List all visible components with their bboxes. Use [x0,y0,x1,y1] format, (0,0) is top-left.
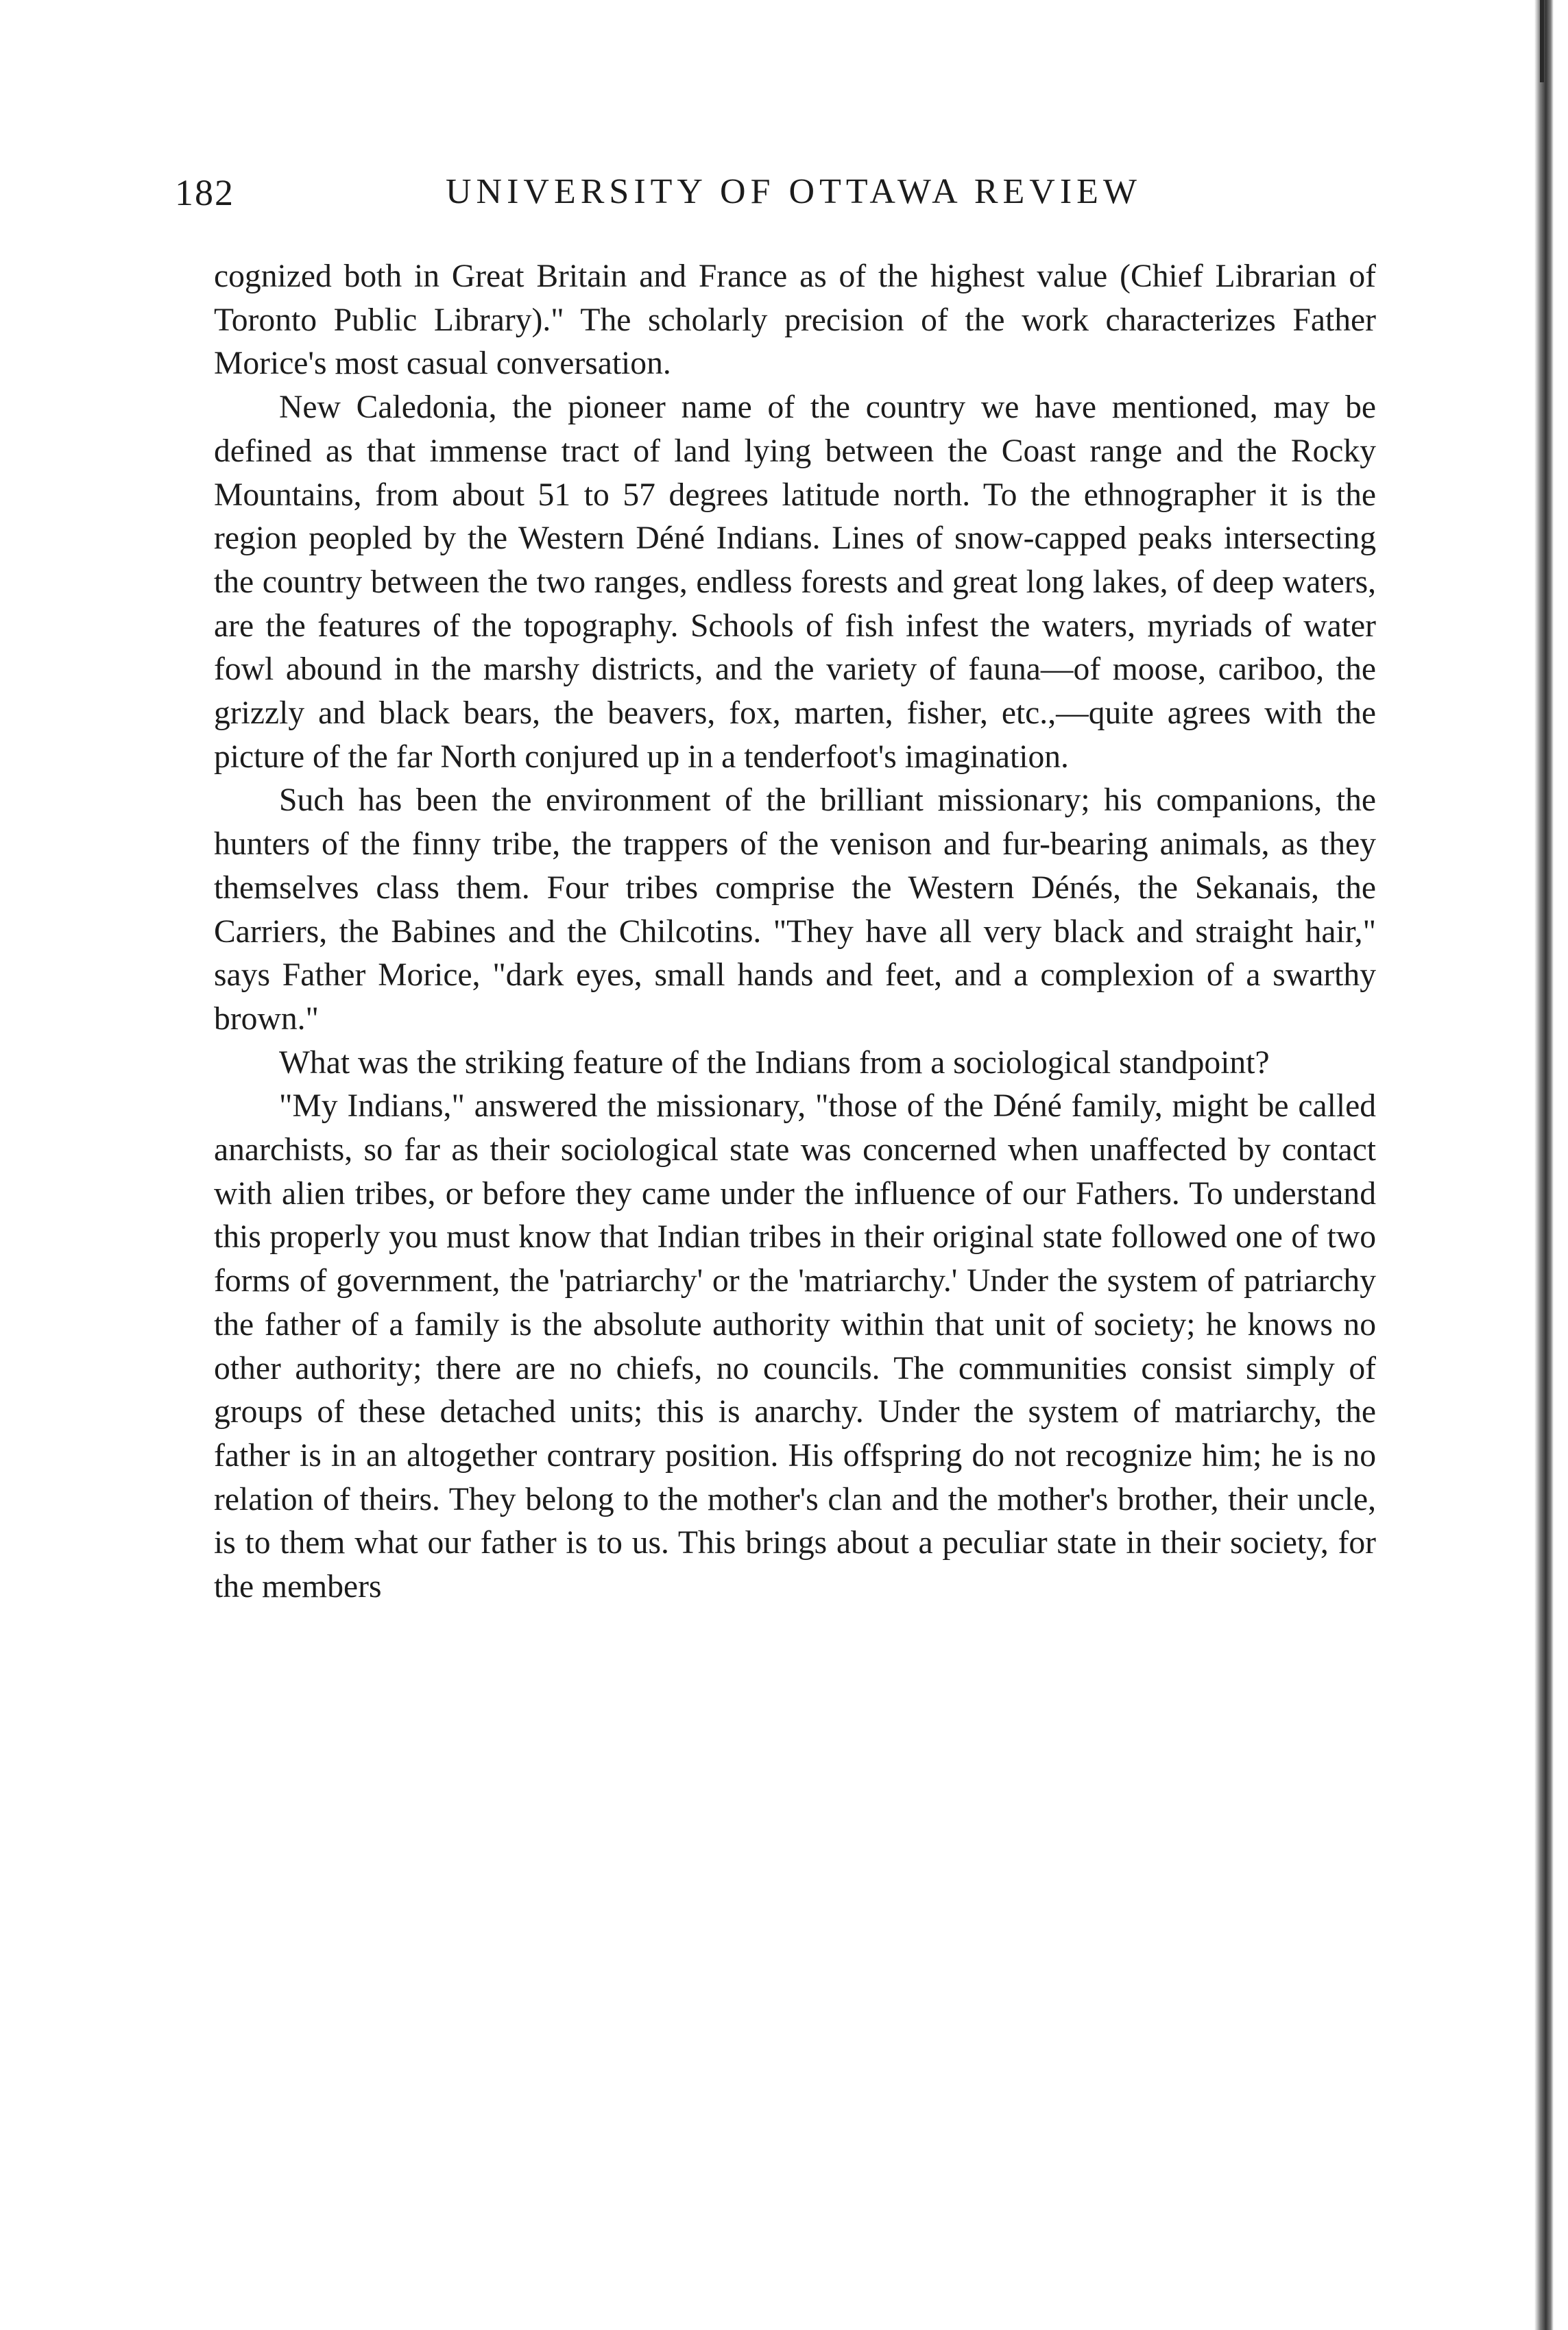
running-head: UNIVERSITY OF OTTAWA REVIEW [446,172,1142,211]
page-number: 182 [175,172,234,213]
paragraph-answer: "My Indians," answered the missionary, "those of the Déné family, might be called anarchists, so far as their sociological state was concerned when unaffected by contact with alien tribes, or before they came under the influence of our Fathers. To understand this properly you must know that Indian tribes in their original state followed one of two forms of government, the 'patriarchy' or the 'matriarchy.' Under the system of patriarchy the father of a family is the absolute authority within that unit of society; he knows no other authority; there are no chiefs, no councils. The communities consist simply of groups of these detached units; this is anarchy. Under the system of matriarchy, the father is in an altogether contrary position. His offspring do not recognize him; he is no relation of theirs. They belong to the mother's clan and the mother's brother, their uncle, is to them what our father is to us. This brings about a peculiar state in their society, for the members [214,1088,1376,1605]
paragraph-environment: Such has been the environment of the brilliant missionary; his companions, the hunters of the finny tribe, the trappers of the venison and fur-bearing animals, as they themselves class them. Four tribes comprise the Western Dénés, the Sekanais, the Carriers, the Babines and the Chilcotins. "They have all very black and straight hair," says Father Morice, "dark eyes, small hands and feet, and a complexion of a swarthy brown." [214,782,1376,1037]
page-header [0,171,1568,226]
paragraph-continuation: cognized both in Great Britain and France as of the highest value (Chief Librarian of Toronto Public Library)." The scholarly precision of the work characterizes Father Morice's most casual conversation. [214,259,1376,382]
scan-edge-shadow [1534,0,1554,2330]
paragraph-question: What was the striking feature of the Indians from a sociological standpoint? [279,1044,1270,1081]
scan-edge-mark [1540,0,1544,82]
paragraph-new-caledonia: New Caledonia, the pioneer name of the country we have mentioned, may be defined as that immense tract of land lying between the Coast range and the Rocky Mountains, from about 51 to 57 degrees latitude north. To the ethnographer it is the region peopled by the Western Déné Indians. Lines of snow-capped peaks intersecting the country between the two ranges, endless forests and great long lakes, of deep waters, are the features of the topography. Schools of fish infest the waters, myriads of water fowl abound in the marshy districts, and the variety of fauna—of moose, cariboo, the grizzly and black bears, the beavers, fox, marten, fisher, etc.,—quite agrees with the picture of the far North conjured up in a tenderfoot's imagination. [214,389,1376,775]
article-body [214,255,1376,1609]
